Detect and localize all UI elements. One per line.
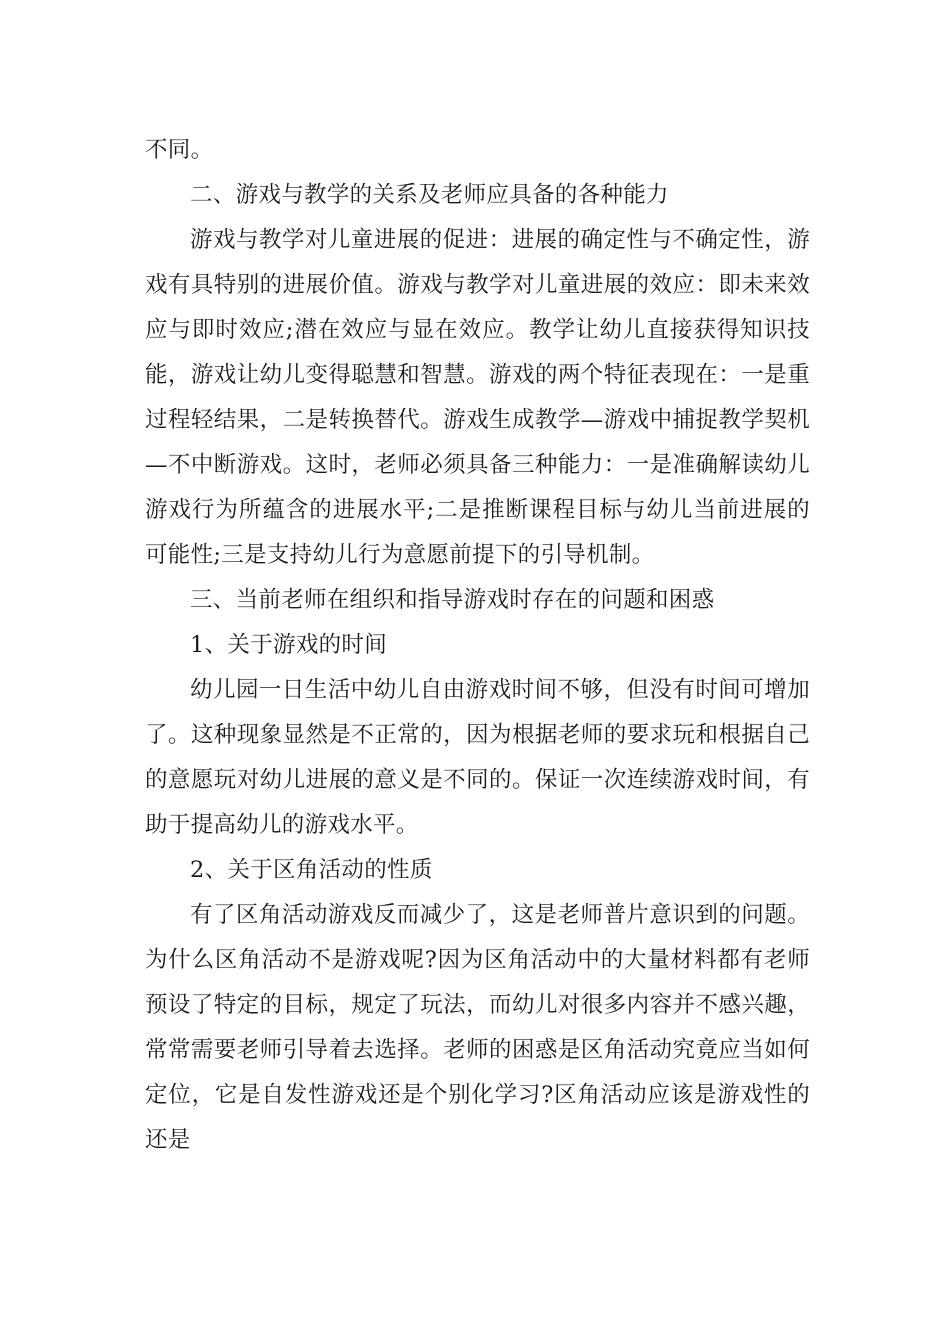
- document-body: [145, 128, 810, 1163]
- section-heading-2: 二、游戏与教学的关系及老师应具备的各种能力: [190, 182, 669, 208]
- body-paragraph: 幼儿园一日生活中幼儿自由游戏时间不够，但没有时间可增加了。这种现象显然是不正常的，因为根据老师的要求玩和根据自己的意愿玩对幼儿进展的意义是不同的。保证一次连续游戏时间，有助于提高幼儿的游戏水平。: [145, 677, 810, 838]
- paragraph-continuation: 不同。: [145, 137, 214, 163]
- body-paragraph: 有了区角活动游戏反而减少了，这是老师普片意识到的问题。为什么区角活动不是游戏呢?因为区角活动中的大量材料都有老师预设了特定的目标，规定了玩法，而幼儿对很多内容并不感兴趣，常常需要老师引导着去选择。老师的困惑是区角活动究竟应当如何定位，它是自发性游戏还是个别化学习?区角活动应该是游戏性的还是: [145, 902, 810, 1153]
- body-paragraph: 游戏与教学对儿童进展的促进：进展的确定性与不确定性，游戏有具特别的进展价值。游戏与教学对儿童进展的效应：即未来效应与即时效应;潜在效应与显在效应。教学让幼儿直接获得知识技能，游戏让幼儿变得聪慧和智慧。游戏的两个特征表现在：一是重过程轻结果，二是转换替代。游戏生成教学—游戏中捕捉教学契机—不中断游戏。这时，老师必须具备三种能力：一是准确解读幼儿游戏行为所蕴含的进展水平;二是推断课程目标与幼儿当前进展的可能性;三是支持幼儿行为意愿前提下的引导机制。: [145, 227, 810, 568]
- subsection-heading-1: 1、关于游戏的时间: [190, 632, 388, 658]
- section-heading-3: 三、当前老师在组织和指导游戏时存在的问题和困惑: [190, 587, 715, 613]
- subsection-heading-2: 2、关于区角活动的性质: [190, 857, 433, 883]
